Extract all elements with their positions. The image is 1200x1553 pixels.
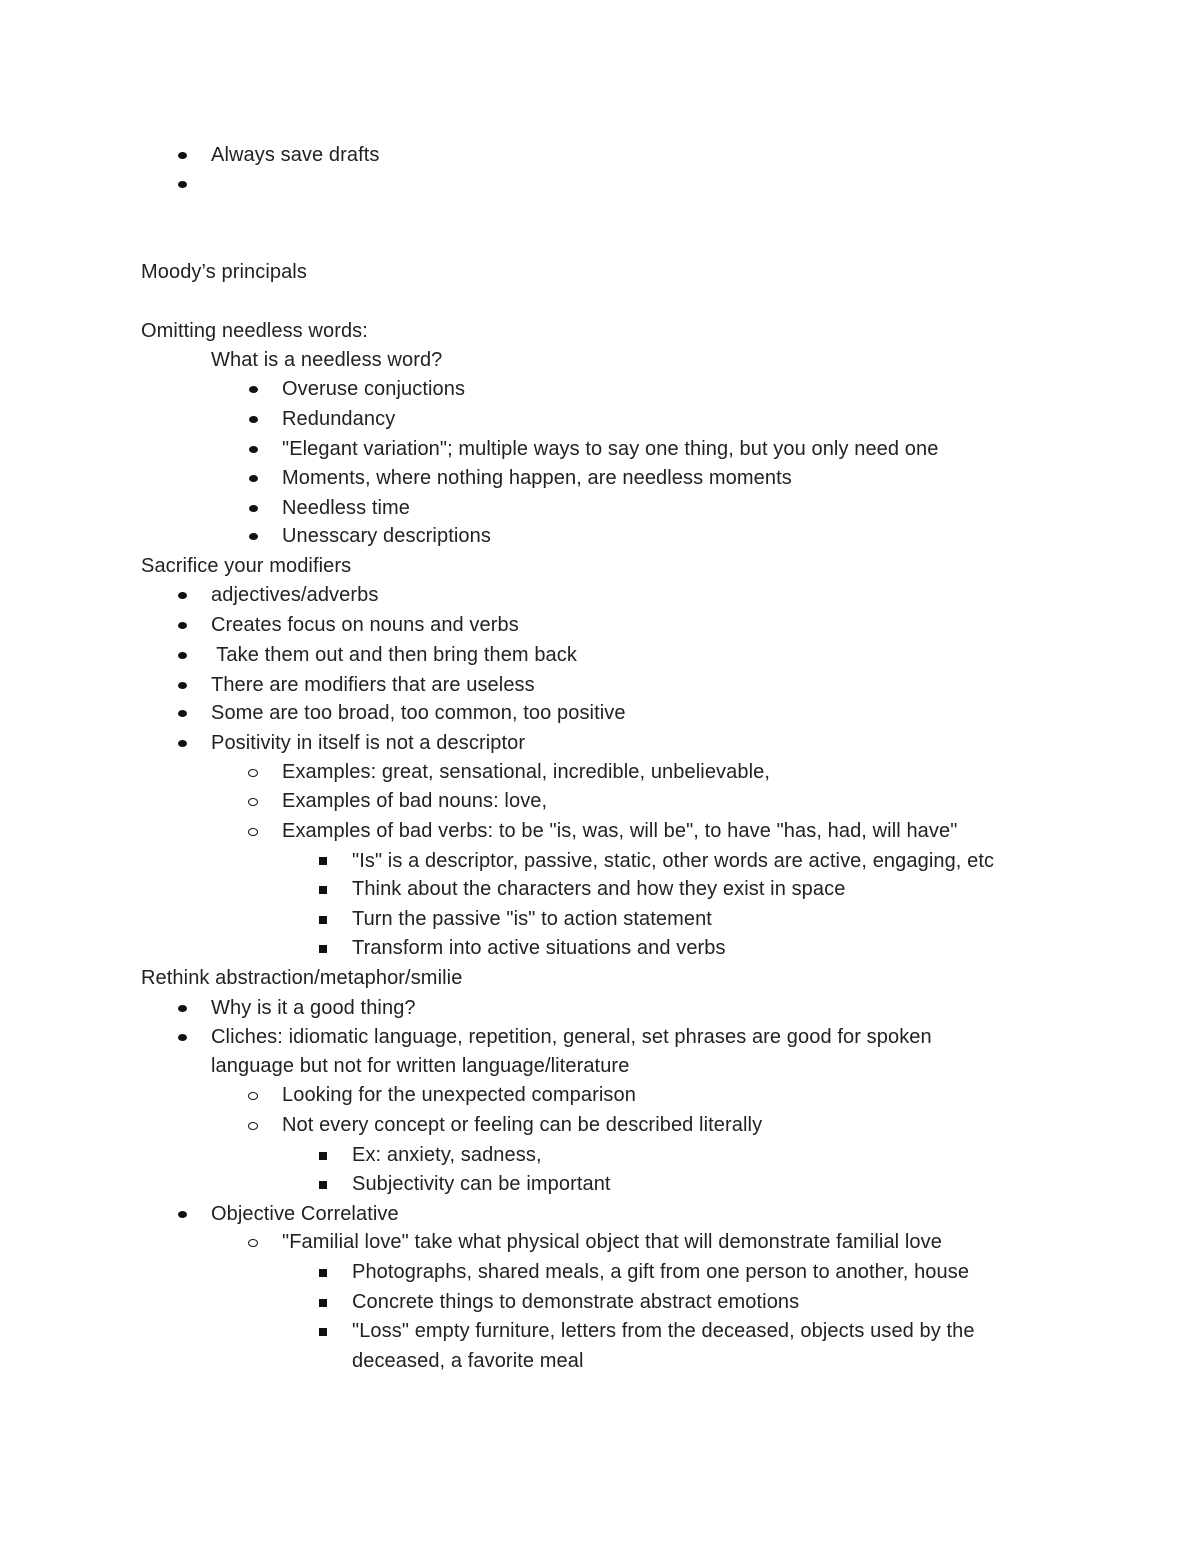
bullet-square-icon — [319, 1269, 327, 1277]
sub-list-item: Examples: great, sensational, incredible, unbelievable, — [282, 761, 771, 783]
section-title: Rethink abstraction/metaphor/smilie — [141, 967, 463, 989]
bullet-dot-icon — [178, 652, 187, 659]
section-title: Sacrifice your modifiers — [141, 555, 352, 577]
sub-sub-list-item: Turn the passive "is" to action statement — [352, 908, 712, 930]
list-item: Why is it a good thing? — [211, 997, 416, 1019]
sub-list-item: Looking for the unexpected comparison — [282, 1084, 636, 1106]
bullet-dot-icon — [249, 475, 258, 482]
bullet-square-icon — [319, 886, 327, 894]
bullet-ring-icon — [248, 828, 258, 836]
bullet-ring-icon — [248, 798, 258, 806]
list-item: There are modifiers that are useless — [211, 674, 535, 696]
sub-sub-list-item: Ex: anxiety, sadness, — [352, 1144, 542, 1166]
bullet-square-icon — [319, 1181, 327, 1189]
list-item: Moments, where nothing happen, are needless moments — [282, 467, 792, 489]
bullet-square-icon — [319, 1299, 327, 1307]
list-item: adjectives/adverbs — [211, 584, 379, 606]
bullet-square-icon — [319, 857, 327, 865]
bullet-dot-icon — [178, 1034, 187, 1041]
bullet-square-icon — [319, 1152, 327, 1160]
bullet-dot-icon — [178, 152, 187, 159]
bullet-dot-icon — [249, 386, 258, 393]
bullet-dot-icon — [178, 740, 187, 747]
sub-sub-list-item-continuation: deceased, a favorite meal — [352, 1350, 584, 1372]
list-item: Take them out and then bring them back — [211, 644, 577, 666]
list-item: Cliches: idiomatic language, repetition, general, set phrases are good for spoken — [211, 1026, 932, 1048]
sub-sub-list-item: Photographs, shared meals, a gift from one person to another, house — [352, 1261, 970, 1283]
bullet-ring-icon — [248, 1239, 258, 1247]
bullet-ring-icon — [248, 769, 258, 777]
section-title: Omitting needless words: — [141, 320, 368, 342]
sub-sub-list-item: Subjectivity can be important — [352, 1173, 611, 1195]
bullet-square-icon — [319, 945, 327, 953]
bullet-dot-icon — [178, 682, 187, 689]
sub-list-item: Not every concept or feeling can be described literally — [282, 1114, 763, 1136]
list-item: "Elegant variation"; multiple ways to say one thing, but you only need one — [282, 438, 939, 460]
bullet-ring-icon — [248, 1092, 258, 1100]
bullet-dot-icon — [178, 710, 187, 717]
sub-list-item: Examples of bad verbs: to be "is, was, will be", to have "has, had, will have" — [282, 820, 958, 842]
bullet-square-icon — [319, 916, 327, 924]
bullet-square-icon — [319, 1328, 327, 1336]
list-item: Objective Correlative — [211, 1203, 399, 1225]
list-item: Overuse conjuctions — [282, 378, 466, 400]
bullet-dot-icon — [178, 181, 187, 188]
list-item: Unesscary descriptions — [282, 525, 491, 547]
bullet-dot-icon — [249, 505, 258, 512]
bullet-dot-icon — [249, 446, 258, 453]
sub-sub-list-item: "Is" is a descriptor, passive, static, other words are active, engaging, etc — [352, 850, 995, 872]
sub-sub-list-item: Concrete things to demonstrate abstract emotions — [352, 1291, 800, 1313]
list-item: Some are too broad, too common, too positive — [211, 702, 626, 724]
list-item: Creates focus on nouns and verbs — [211, 614, 519, 636]
list-item-continuation: language but not for written language/literature — [211, 1055, 630, 1077]
bullet-dot-icon — [178, 622, 187, 629]
list-item: Positivity in itself is not a descriptor — [211, 732, 526, 754]
section-question: What is a needless word? — [211, 349, 443, 371]
list-item: Needless time — [282, 497, 411, 519]
sub-sub-list-item: "Loss" empty furniture, letters from the deceased, objects used by the — [352, 1320, 975, 1342]
document-heading: Moody’s principals — [141, 261, 307, 283]
bullet-ring-icon — [248, 1122, 258, 1130]
sub-sub-list-item: Think about the characters and how they exist in space — [352, 878, 846, 900]
bullet-dot-icon — [178, 592, 187, 599]
list-item: Redundancy — [282, 408, 396, 430]
bullet-dot-icon — [249, 416, 258, 423]
bullet-dot-icon — [178, 1211, 187, 1218]
list-item: Always save drafts — [211, 144, 380, 166]
sub-sub-list-item: Transform into active situations and verbs — [352, 937, 726, 959]
sub-list-item: "Familial love" take what physical object that will demonstrate familial love — [282, 1231, 942, 1253]
bullet-dot-icon — [249, 533, 258, 540]
sub-list-item: Examples of bad nouns: love, — [282, 790, 548, 812]
bullet-dot-icon — [178, 1005, 187, 1012]
